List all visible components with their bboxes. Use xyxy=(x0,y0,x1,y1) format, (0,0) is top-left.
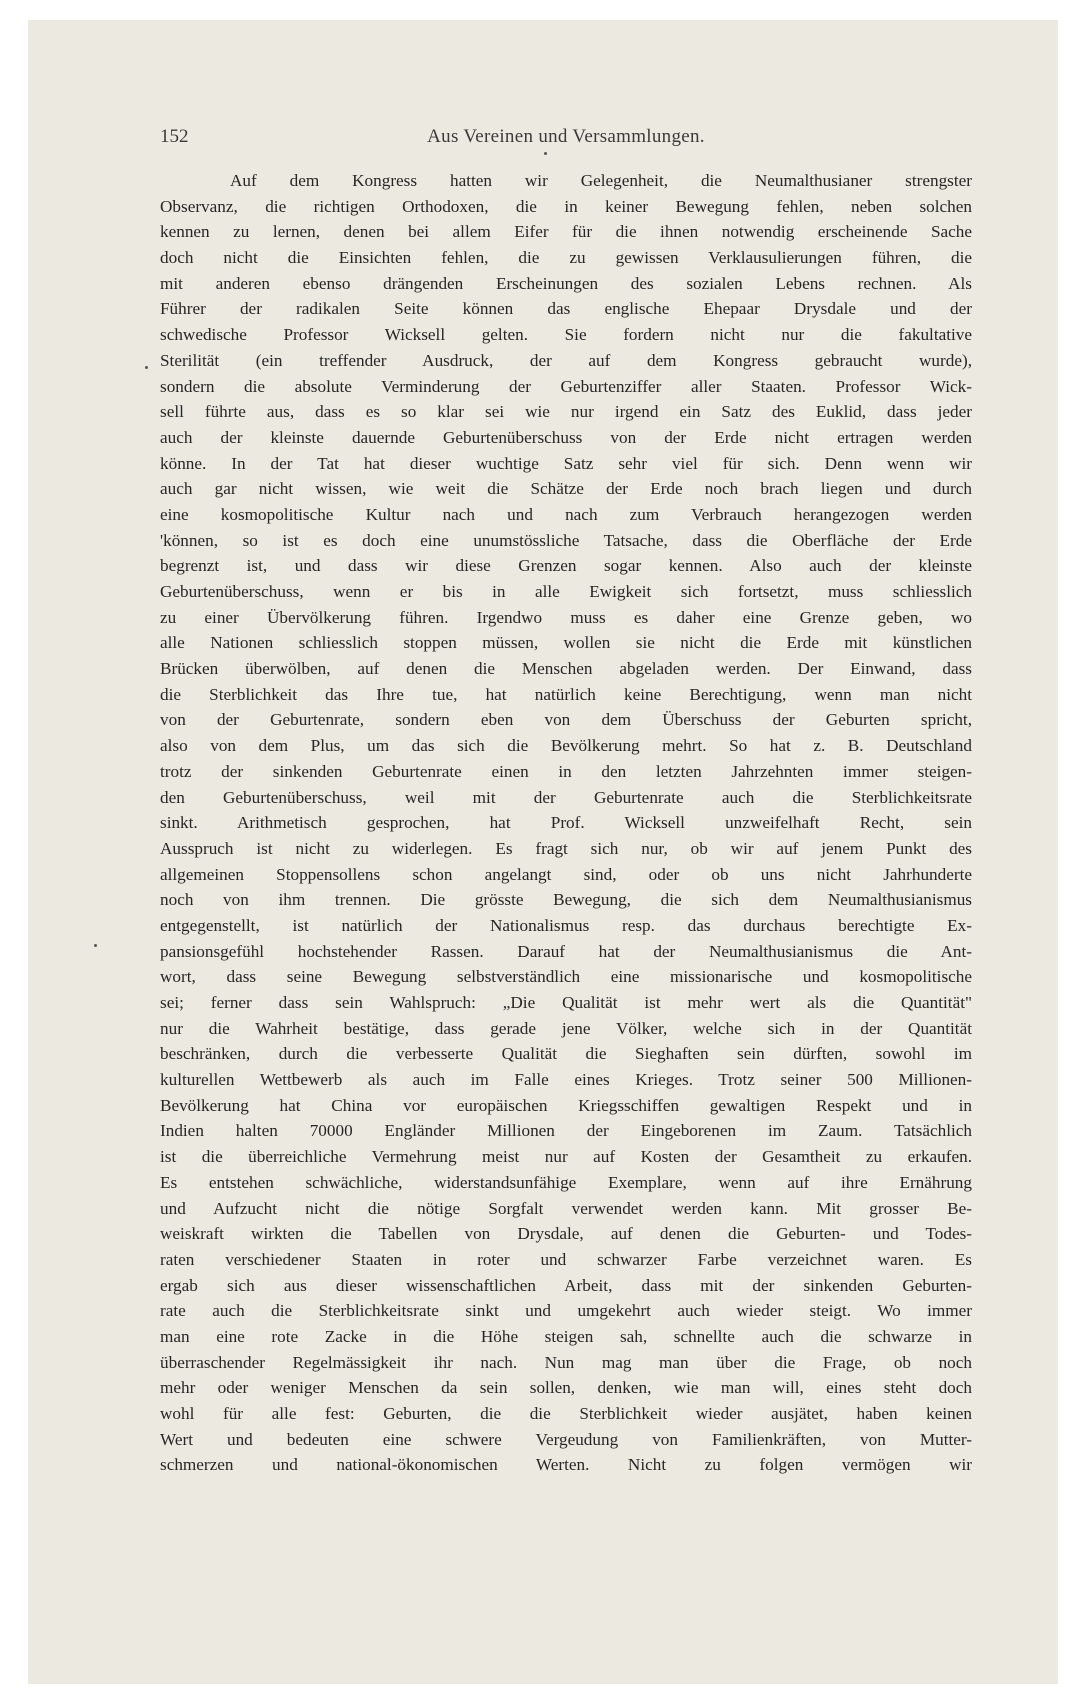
text-line: trotz der sinkenden Geburtenrate einen in den letzten Jahrzehnten immer steigen- xyxy=(160,761,972,781)
text-line: eine kosmopolitische Kultur nach und nach zum Verbrauch herangezogen werden xyxy=(160,504,972,524)
text-line: kulturellen Wettbewerb als auch im Falle eines Krieges. Trotz seiner 500 Millionen- xyxy=(160,1070,972,1090)
body-text xyxy=(160,168,972,1478)
speck-mark xyxy=(544,152,547,155)
text-line: mehr oder weniger Menschen da sein sollen, denken, wie man will, eines steht doch xyxy=(160,1378,972,1398)
text-line: 'können, so ist es doch eine unumstössliche Tatsache, dass die Oberfläche der Erde xyxy=(160,530,972,550)
text-line: kennen zu lernen, denen bei allem Eifer für die ihnen notwendig erscheinende Sache xyxy=(160,222,972,242)
speck-mark xyxy=(94,944,97,947)
text-line: überraschender Regelmässigkeit ihr nach. Nun mag man über die Frage, ob noch xyxy=(160,1352,972,1372)
page-header xyxy=(160,126,972,150)
text-line: Wert und bedeuten eine schwere Vergeudung von Familienkräften, von Mutter- xyxy=(160,1429,972,1449)
text-line: könne. In der Tat hat dieser wuchtige Satz sehr viel für sich. Denn wenn wir xyxy=(160,453,972,473)
text-line: rate auch die Sterblichkeitsrate sinkt und umgekehrt auch wieder steigt. Wo immer xyxy=(160,1301,972,1321)
text-line: nur die Wahrheit bestätige, dass gerade jene Völker, welche sich in der Quantität xyxy=(160,1018,972,1038)
text-line: man eine rote Zacke in die Höhe steigen sah, schnellte auch die schwarze in xyxy=(160,1326,972,1346)
text-line: Sterilität (ein treffender Ausdruck, der auf dem Kongress gebraucht wurde), xyxy=(160,350,972,370)
text-line: sondern die absolute Verminderung der Geburtenziffer aller Staaten. Professor Wick- xyxy=(160,376,972,396)
text-line: raten verschiedener Staaten in roter und schwarzer Farbe verzeichnet waren. Es xyxy=(160,1249,972,1269)
text-line: wort, dass seine Bewegung selbstverständlich eine missionarische und kosmopolitische xyxy=(160,967,972,987)
text-line: Geburtenüberschuss, wenn er bis in alle Ewigkeit sich fortsetzt, muss schliesslich xyxy=(160,582,972,601)
text-line: zu einer Übervölkerung führen. Irgendwo muss es daher eine Grenze geben, wo xyxy=(160,607,972,627)
text-line: Brücken überwölben, auf denen die Menschen abgeladen werden. Der Einwand, dass xyxy=(160,659,972,679)
text-line: doch nicht die Einsichten fehlen, die zu gewissen Verklausulierungen führen, die xyxy=(160,248,972,268)
text-line: Observanz, die richtigen Orthodoxen, die in keiner Bewegung fehlen, neben solchen xyxy=(160,196,972,216)
text-line: pansionsgefühl hochstehender Rassen. Darauf hat der Neumalthusianismus die Ant- xyxy=(160,941,972,961)
text-line: allgemeinen Stoppensollens schon angelangt sind, oder ob uns nicht Jahrhunderte xyxy=(160,864,972,884)
text-line: Auf dem Kongress hatten wir Gelegenheit, die Neumalthusianer strengster xyxy=(230,171,972,190)
text-line: Indien halten 70000 Engländer Millionen der Eingeborenen im Zaum. Tatsächlich xyxy=(160,1121,972,1141)
text-line: sei; ferner dass sein Wahlspruch: „Die Qualität ist mehr wert als die Quantität" xyxy=(160,993,972,1012)
text-line: beschränken, durch die verbesserte Qualität die Sieghaften sein dürften, sowohl im xyxy=(160,1044,972,1064)
text-line: sell führte aus, dass es so klar sei wie nur irgend ein Satz des Euklid, dass jeder xyxy=(160,402,972,422)
text-line: begrenzt ist, und dass wir diese Grenzen sogar kennen. Also auch der kleinste xyxy=(160,556,972,576)
text-line: Führer der radikalen Seite können das englische Ehepaar Drysdale und der xyxy=(160,299,972,319)
text-line: wohl für alle fest: Geburten, die die Sterblichkeit wieder ausjätet, haben keinen xyxy=(160,1404,972,1423)
text-line: auch der kleinste dauernde Geburtenüberschuss von der Erde nicht ertragen werden xyxy=(160,427,972,447)
page-number: 152 xyxy=(160,126,189,147)
text-line: auch gar nicht wissen, wie weit die Schätze der Erde noch brach liegen und durch xyxy=(160,479,972,499)
text-line: den Geburtenüberschuss, weil mit der Geburtenrate auch die Sterblichkeitsrate xyxy=(160,787,972,807)
text-line: alle Nationen schliesslich stoppen müssen, wollen sie nicht die Erde mit künstlichen xyxy=(160,633,972,653)
text-line: weiskraft wirkten die Tabellen von Drysdale, auf denen die Geburten- und Todes- xyxy=(160,1224,972,1244)
text-line: ist die überreichliche Vermehrung meist nur auf Kosten der Gesamtheit zu erkaufen. xyxy=(160,1147,972,1167)
text-line: schwedische Professor Wicksell gelten. Sie fordern nicht nur die fakultative xyxy=(160,325,972,345)
text-line: von der Geburtenrate, sondern eben von dem Überschuss der Geburten spricht, xyxy=(160,710,972,730)
text-line: Bevölkerung hat China vor europäischen Kriegsschiffen gewaltigen Respekt und in xyxy=(160,1095,972,1115)
text-line: ergab sich aus dieser wissenschaftlichen Arbeit, dass mit der sinkenden Geburten- xyxy=(160,1275,972,1295)
text-line: schmerzen und national-ökonomischen Werten. Nicht zu folgen vermögen wir xyxy=(160,1455,972,1475)
text-line: sinkt. Arithmetisch gesprochen, hat Prof. Wicksell unzweifelhaft Recht, sein xyxy=(160,813,972,833)
text-line: die Sterblichkeit das Ihre tue, hat natürlich keine Berechtigung, wenn man nicht xyxy=(160,684,972,704)
text-line: Ausspruch ist nicht zu widerlegen. Es fragt sich nur, ob wir auf jenem Punkt des xyxy=(160,838,972,858)
speck-mark xyxy=(145,366,148,369)
text-line: also von dem Plus, um das sich die Bevölkerung mehrt. So hat z. B. Deutschland xyxy=(160,736,972,756)
text-line: noch von ihm trennen. Die grösste Bewegung, die sich dem Neumalthusianismus xyxy=(160,890,972,910)
text-line: und Aufzucht nicht die nötige Sorgfalt verwendet werden kann. Mit grosser Be- xyxy=(160,1198,972,1218)
text-line: mit anderen ebenso drängenden Erscheinungen des sozialen Lebens rechnen. Als xyxy=(160,273,972,293)
running-title: Aus Vereinen und Versammlungen. xyxy=(427,126,705,147)
text-line: entgegenstellt, ist natürlich der Nationalismus resp. das durchaus berechtigte Ex- xyxy=(160,915,972,935)
text-line: Es entstehen schwächliche, widerstandsunfähige Exemplare, wenn auf ihre Ernährung xyxy=(160,1172,972,1192)
